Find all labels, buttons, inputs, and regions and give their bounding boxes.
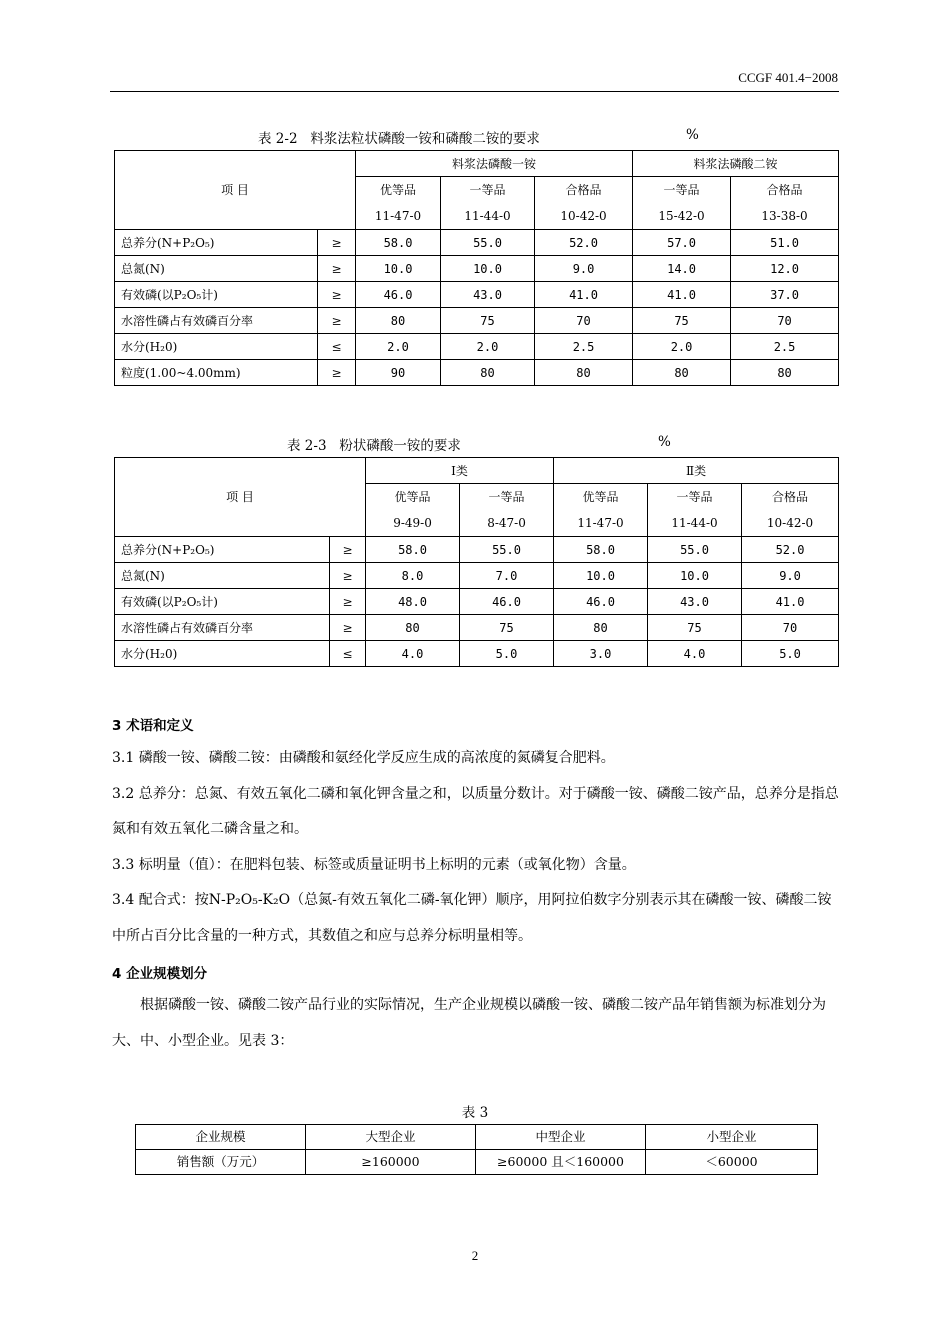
grade-header-cell	[554, 484, 648, 537]
comparison-operator: ≤	[318, 334, 356, 360]
value-cell: 55.0	[648, 537, 742, 563]
value-cell: 10.0	[356, 256, 441, 282]
grade-header-cell	[731, 177, 839, 230]
value-cell: 80	[535, 360, 633, 386]
section-3-heading: 3 术语和定义	[112, 718, 194, 734]
value-cell: 46.0	[356, 282, 441, 308]
value-cell: 2.0	[633, 334, 731, 360]
table-2-3	[114, 457, 839, 667]
formula-label: 11-44-0	[671, 516, 718, 530]
value-cell: 75	[648, 615, 742, 641]
comparison-operator: ≥	[318, 256, 356, 282]
value-cell: 48.0	[366, 589, 460, 615]
value-cell: 9.0	[535, 256, 633, 282]
value-cell: 41.0	[633, 282, 731, 308]
grade-label: 优等品	[582, 490, 619, 504]
table-3-header: 企业规模	[136, 1125, 306, 1150]
value-cell: 10.0	[441, 256, 535, 282]
value-cell: 3.0	[554, 641, 648, 667]
group-header-2: Ⅱ类	[554, 458, 839, 484]
table-row	[115, 282, 839, 308]
value-cell: 80	[554, 615, 648, 641]
value-cell: 12.0	[731, 256, 839, 282]
row-label: 水分(H₂0)	[115, 641, 330, 667]
grade-header-cell	[535, 177, 633, 230]
value-cell: 80	[356, 308, 441, 334]
row-label: 有效磷(以P₂O₅计)	[115, 589, 330, 615]
row-label: 总养分(N+P₂O₅)	[115, 230, 318, 256]
table-row	[115, 230, 839, 256]
table-2-3-unit: %	[658, 434, 671, 450]
grade-label: 合格品	[772, 490, 809, 504]
grade-header-cell	[633, 177, 731, 230]
table-3-cell: 销售额（万元）	[136, 1150, 306, 1175]
formula-label: 9-49-0	[393, 516, 432, 530]
grade-header-cell	[742, 484, 839, 537]
value-cell: 80	[441, 360, 535, 386]
table-3-header: 大型企业	[306, 1125, 476, 1150]
value-cell: 2.5	[731, 334, 839, 360]
value-cell: 58.0	[366, 537, 460, 563]
value-cell: 41.0	[742, 589, 839, 615]
grade-label: 优等品	[380, 183, 417, 197]
table-row	[115, 256, 839, 282]
definition-3-2: 3.2 总养分：总氮、有效五氧化二磷和氧化钾含量之和，以质量分数计。对于磷酸一铵、磷酸二铵产品，总养分是指总氮和有效五氧化二磷含量之和。	[112, 785, 839, 837]
value-cell: 80	[633, 360, 731, 386]
value-cell: 14.0	[633, 256, 731, 282]
table-row	[115, 360, 839, 386]
row-label: 水溶性磷占有效磷百分率	[115, 308, 318, 334]
table-row	[115, 641, 839, 667]
value-cell: 41.0	[535, 282, 633, 308]
value-cell: 10.0	[554, 563, 648, 589]
table-2-2-unit: %	[686, 127, 699, 143]
definition-3-1: 3.1 磷酸一铵、磷酸二铵：由磷酸和氨经化学反应生成的高浓度的氮磷复合肥料。	[112, 750, 615, 766]
value-cell: 10.0	[648, 563, 742, 589]
item-header: 项 目	[115, 151, 356, 230]
table-3	[135, 1124, 818, 1175]
group-header-1: 料浆法磷酸一铵	[356, 151, 633, 177]
grade-header-cell	[460, 484, 554, 537]
section-4-body	[112, 988, 840, 1059]
value-cell: 2.0	[441, 334, 535, 360]
table-3-cell: ≥160000	[306, 1150, 476, 1175]
header-rule	[110, 91, 839, 92]
document-code: CCGF 401.4−2008	[738, 70, 838, 85]
grade-label: 合格品	[565, 183, 602, 197]
formula-label: 15-42-0	[658, 209, 705, 223]
comparison-operator: ≥	[330, 537, 366, 563]
row-label: 总氮(N)	[115, 256, 318, 282]
formula-label: 10-42-0	[560, 209, 607, 223]
table-3-caption: 表 3	[461, 1105, 489, 1121]
row-label: 粒度(1.00~4.00mm)	[115, 360, 318, 386]
grade-label: 一等品	[676, 490, 713, 504]
row-label: 总氮(N)	[115, 563, 330, 589]
value-cell: 55.0	[441, 230, 535, 256]
table-2-2	[114, 150, 839, 386]
comparison-operator: ≥	[318, 308, 356, 334]
value-cell: 80	[731, 360, 839, 386]
table-row	[115, 334, 839, 360]
value-cell: 2.5	[535, 334, 633, 360]
section-3-body	[112, 741, 840, 954]
value-cell: 57.0	[633, 230, 731, 256]
comparison-operator: ≥	[318, 282, 356, 308]
definition-3-4: 3.4 配合式：按N-P₂O₅-K₂O（总氮-有效五氧化二磷-氧化钾）顺序，用阿拉伯数字分别表示其在磷酸一铵、磷酸二铵中所占百分比含量的一种方式，其数值之和应与总养分标明量相等。	[112, 892, 832, 944]
table-row	[115, 308, 839, 334]
table-row	[115, 615, 839, 641]
value-cell: 46.0	[554, 589, 648, 615]
grade-label: 一等品	[663, 183, 700, 197]
value-cell: 58.0	[554, 537, 648, 563]
value-cell: 52.0	[742, 537, 839, 563]
grade-label: 一等品	[488, 490, 525, 504]
value-cell: 5.0	[460, 641, 554, 667]
table-3-cell: ≥60000 且＜160000	[476, 1150, 646, 1175]
value-cell: 75	[460, 615, 554, 641]
value-cell: 51.0	[731, 230, 839, 256]
value-cell: 80	[366, 615, 460, 641]
row-label: 总养分(N+P₂O₅)	[115, 537, 330, 563]
comparison-operator: ≥	[330, 589, 366, 615]
value-cell: 70	[731, 308, 839, 334]
comparison-operator: ≤	[330, 641, 366, 667]
value-cell: 43.0	[648, 589, 742, 615]
table-row	[115, 563, 839, 589]
value-cell: 5.0	[742, 641, 839, 667]
formula-label: 11-44-0	[464, 209, 511, 223]
comparison-operator: ≥	[318, 360, 356, 386]
value-cell: 70	[742, 615, 839, 641]
comparison-operator: ≥	[330, 563, 366, 589]
value-cell: 9.0	[742, 563, 839, 589]
value-cell: 37.0	[731, 282, 839, 308]
table-2-3-caption: 表 2-3 粉状磷酸一铵的要求	[287, 438, 461, 454]
grade-header-cell	[441, 177, 535, 230]
row-label: 有效磷(以P₂O₅计)	[115, 282, 318, 308]
value-cell: 8.0	[366, 563, 460, 589]
row-label: 水分(H₂0)	[115, 334, 318, 360]
grade-label: 优等品	[394, 490, 431, 504]
formula-label: 11-47-0	[577, 516, 624, 530]
grade-header-cell	[648, 484, 742, 537]
formula-label: 8-47-0	[487, 516, 526, 530]
grade-header-cell	[366, 484, 460, 537]
value-cell: 58.0	[356, 230, 441, 256]
value-cell: 70	[535, 308, 633, 334]
comparison-operator: ≥	[330, 615, 366, 641]
table-2-2-caption: 表 2-2 料浆法粒状磷酸一铵和磷酸二铵的要求	[258, 131, 540, 147]
value-cell: 55.0	[460, 537, 554, 563]
item-header: 项 目	[115, 458, 366, 537]
table-3-header: 中型企业	[476, 1125, 646, 1150]
comparison-operator: ≥	[318, 230, 356, 256]
value-cell: 75	[441, 308, 535, 334]
formula-label: 13-38-0	[761, 209, 808, 223]
table-3-cell: ＜60000	[646, 1150, 818, 1175]
table-3-header: 小型企业	[646, 1125, 818, 1150]
group-header-1: Ⅰ类	[366, 458, 554, 484]
grade-header-cell	[356, 177, 441, 230]
value-cell: 90	[356, 360, 441, 386]
definition-3-3: 3.3 标明量（值）：在肥料包装、标签或质量证明书上标明的元素（或氧化物）含量。	[112, 856, 636, 873]
row-label: 水溶性磷占有效磷百分率	[115, 615, 330, 641]
page-number: 2	[471, 1248, 479, 1263]
table-row	[115, 589, 839, 615]
section-4-paragraph: 根据磷酸一铵、磷酸二铵产品行业的实际情况，生产企业规模以磷酸一铵、磷酸二铵产品年销售额为标准划分为大、中、小型企业。见表 3：	[112, 997, 826, 1049]
value-cell: 7.0	[460, 563, 554, 589]
value-cell: 4.0	[366, 641, 460, 667]
value-cell: 46.0	[460, 589, 554, 615]
formula-label: 10-42-0	[766, 516, 814, 530]
value-cell: 2.0	[356, 334, 441, 360]
formula-label: 11-47-0	[374, 209, 422, 223]
table-row	[115, 537, 839, 563]
value-cell: 75	[633, 308, 731, 334]
value-cell: 43.0	[441, 282, 535, 308]
value-cell: 4.0	[648, 641, 742, 667]
group-header-2: 料浆法磷酸二铵	[633, 151, 839, 177]
section-4-heading: 4 企业规模划分	[112, 966, 208, 982]
grade-label: 合格品	[766, 183, 803, 197]
value-cell: 52.0	[535, 230, 633, 256]
grade-label: 一等品	[469, 183, 506, 197]
